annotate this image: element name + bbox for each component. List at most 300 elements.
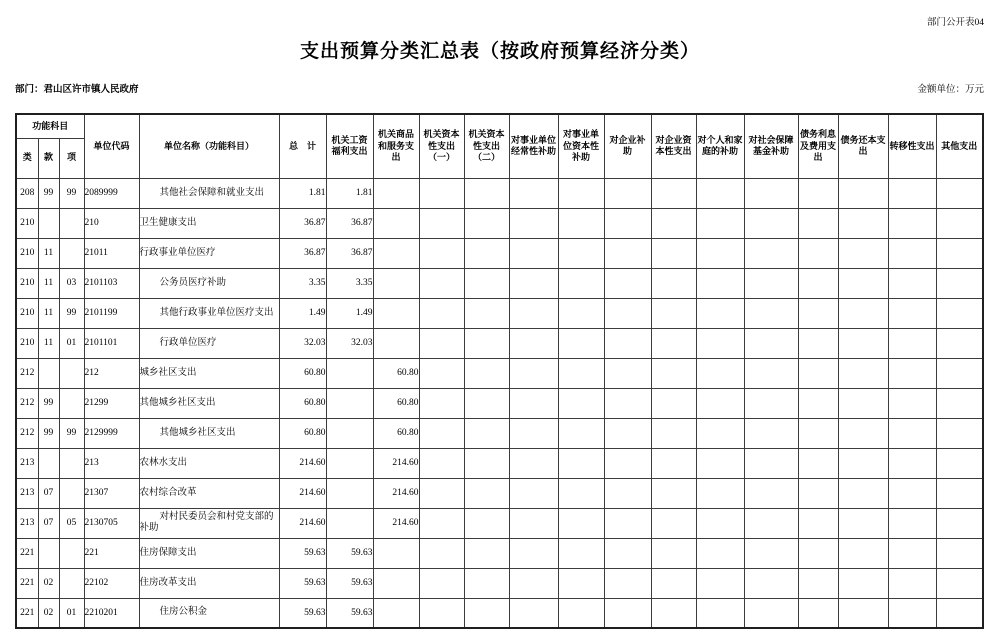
cell-value bbox=[604, 448, 651, 478]
cell-value bbox=[696, 178, 744, 208]
cell-value bbox=[464, 448, 509, 478]
cell-value: 32.03 bbox=[326, 328, 373, 358]
cell-value bbox=[696, 238, 744, 268]
cell-value bbox=[373, 178, 419, 208]
table-row bbox=[16, 448, 983, 478]
cell-value bbox=[558, 238, 604, 268]
cell-value bbox=[798, 238, 838, 268]
cell-value bbox=[509, 388, 558, 418]
cell-value bbox=[326, 358, 373, 388]
cell-value bbox=[696, 598, 744, 628]
cell-value bbox=[798, 448, 838, 478]
cell-value: 59.63 bbox=[326, 568, 373, 598]
cell-value bbox=[651, 328, 696, 358]
cell-value bbox=[838, 298, 888, 328]
cell-value bbox=[419, 598, 464, 628]
cell-value bbox=[744, 508, 798, 538]
cell-value bbox=[651, 508, 696, 538]
header-transfer: 转移性支出 bbox=[888, 114, 936, 178]
cell-value bbox=[419, 448, 464, 478]
cell-value bbox=[936, 298, 983, 328]
budget-table bbox=[15, 113, 984, 629]
cell-item: 99 bbox=[59, 418, 84, 448]
cell-value bbox=[558, 478, 604, 508]
cell-value bbox=[464, 328, 509, 358]
cell-section: 11 bbox=[38, 298, 59, 328]
cell-value bbox=[798, 298, 838, 328]
cell-value bbox=[798, 208, 838, 238]
cell-value bbox=[604, 268, 651, 298]
cell-value bbox=[509, 448, 558, 478]
cell-item bbox=[59, 238, 84, 268]
cell-value bbox=[373, 328, 419, 358]
cell-value bbox=[838, 178, 888, 208]
cell-value bbox=[604, 538, 651, 568]
table-row bbox=[16, 388, 983, 418]
table-row bbox=[16, 478, 983, 508]
cell-value bbox=[696, 568, 744, 598]
cell-value: 60.80 bbox=[373, 358, 419, 388]
cell-class: 210 bbox=[16, 238, 38, 268]
cell-item bbox=[59, 538, 84, 568]
cell-name: 公务员医疗补助 bbox=[139, 268, 279, 298]
cell-section bbox=[38, 448, 59, 478]
table-row bbox=[16, 208, 983, 238]
table-row bbox=[16, 328, 983, 358]
cell-value bbox=[936, 238, 983, 268]
cell-value bbox=[798, 508, 838, 538]
cell-value bbox=[838, 358, 888, 388]
cell-name: 农林水支出 bbox=[139, 448, 279, 478]
cell-value bbox=[936, 358, 983, 388]
cell-value bbox=[744, 238, 798, 268]
cell-section: 07 bbox=[38, 508, 59, 538]
header-debt-interest: 债务利息及费用支出 bbox=[798, 114, 838, 178]
cell-value: 1.49 bbox=[326, 298, 373, 328]
cell-value bbox=[509, 268, 558, 298]
cell-code: 2101101 bbox=[84, 328, 139, 358]
table-row bbox=[16, 508, 983, 538]
cell-value bbox=[464, 208, 509, 238]
cell-value bbox=[651, 418, 696, 448]
cell-value bbox=[651, 448, 696, 478]
cell-value bbox=[744, 418, 798, 448]
header-individual-family: 对个人和家庭的补助 bbox=[696, 114, 744, 178]
cell-name: 其他城乡社区支出 bbox=[139, 418, 279, 448]
cell-value bbox=[838, 598, 888, 628]
cell-section: 99 bbox=[38, 418, 59, 448]
cell-item bbox=[59, 448, 84, 478]
cell-value bbox=[558, 538, 604, 568]
cell-value bbox=[838, 238, 888, 268]
cell-value bbox=[464, 178, 509, 208]
cell-code: 2130705 bbox=[84, 508, 139, 538]
cell-value bbox=[464, 238, 509, 268]
cell-value: 60.80 bbox=[279, 358, 326, 388]
cell-value bbox=[798, 178, 838, 208]
table-row bbox=[16, 178, 983, 208]
cell-class: 208 bbox=[16, 178, 38, 208]
cell-value: 214.60 bbox=[279, 478, 326, 508]
cell-value bbox=[838, 508, 888, 538]
cell-value bbox=[604, 358, 651, 388]
cell-value bbox=[651, 538, 696, 568]
cell-name: 卫生健康支出 bbox=[139, 208, 279, 238]
cell-value bbox=[419, 418, 464, 448]
table-row bbox=[16, 598, 983, 628]
cell-value bbox=[604, 508, 651, 538]
cell-code: 221 bbox=[84, 538, 139, 568]
cell-value bbox=[798, 358, 838, 388]
cell-value bbox=[604, 178, 651, 208]
cell-value bbox=[604, 418, 651, 448]
cell-value bbox=[744, 388, 798, 418]
cell-value bbox=[936, 448, 983, 478]
cell-value bbox=[326, 418, 373, 448]
cell-value bbox=[604, 208, 651, 238]
cell-value bbox=[464, 268, 509, 298]
cell-class: 221 bbox=[16, 568, 38, 598]
cell-name: 住房公积金 bbox=[139, 598, 279, 628]
cell-value bbox=[604, 298, 651, 328]
cell-item bbox=[59, 358, 84, 388]
table-row bbox=[16, 298, 983, 328]
cell-value bbox=[509, 298, 558, 328]
cell-value bbox=[936, 208, 983, 238]
cell-value bbox=[651, 598, 696, 628]
cell-value bbox=[651, 388, 696, 418]
cell-value bbox=[419, 178, 464, 208]
header-other: 其他支出 bbox=[936, 114, 983, 178]
cell-value bbox=[798, 268, 838, 298]
cell-value bbox=[696, 208, 744, 238]
cell-value: 59.63 bbox=[279, 598, 326, 628]
cell-value bbox=[558, 268, 604, 298]
cell-class: 213 bbox=[16, 448, 38, 478]
cell-value bbox=[798, 568, 838, 598]
cell-value bbox=[558, 418, 604, 448]
cell-code: 22102 bbox=[84, 568, 139, 598]
cell-value: 36.87 bbox=[326, 238, 373, 268]
cell-name: 其他行政事业单位医疗支出 bbox=[139, 298, 279, 328]
cell-value bbox=[744, 568, 798, 598]
cell-name: 其他社会保障和就业支出 bbox=[139, 178, 279, 208]
cell-value bbox=[888, 178, 936, 208]
header-section: 款 bbox=[38, 138, 59, 178]
cell-value bbox=[373, 238, 419, 268]
cell-value: 60.80 bbox=[279, 388, 326, 418]
cell-code: 21011 bbox=[84, 238, 139, 268]
cell-value bbox=[651, 178, 696, 208]
cell-value bbox=[558, 178, 604, 208]
cell-value bbox=[373, 568, 419, 598]
cell-value bbox=[651, 268, 696, 298]
cell-value bbox=[838, 268, 888, 298]
cell-name: 住房保障支出 bbox=[139, 538, 279, 568]
header-enterprise-capital: 对企业资本性支出 bbox=[651, 114, 696, 178]
cell-value bbox=[464, 388, 509, 418]
cell-value bbox=[558, 448, 604, 478]
cell-code: 2129999 bbox=[84, 418, 139, 448]
cell-value bbox=[744, 298, 798, 328]
table-row bbox=[16, 238, 983, 268]
cell-value bbox=[696, 298, 744, 328]
header-unit-name: 单位名称（功能科目） bbox=[139, 114, 279, 178]
cell-value: 1.81 bbox=[326, 178, 373, 208]
cell-value bbox=[419, 268, 464, 298]
cell-value bbox=[888, 388, 936, 418]
cell-value bbox=[744, 478, 798, 508]
table-body bbox=[16, 178, 983, 628]
cell-value bbox=[838, 328, 888, 358]
cell-class: 212 bbox=[16, 418, 38, 448]
header-institution-recurrent: 对事业单位经常性补助 bbox=[509, 114, 558, 178]
cell-section bbox=[38, 358, 59, 388]
cell-value: 1.81 bbox=[279, 178, 326, 208]
cell-class: 221 bbox=[16, 538, 38, 568]
cell-value bbox=[558, 508, 604, 538]
cell-value: 214.60 bbox=[373, 448, 419, 478]
cell-code: 21299 bbox=[84, 388, 139, 418]
cell-value bbox=[651, 208, 696, 238]
cell-value: 60.80 bbox=[373, 388, 419, 418]
cell-code: 2089999 bbox=[84, 178, 139, 208]
cell-value bbox=[464, 358, 509, 388]
cell-value bbox=[509, 328, 558, 358]
cell-value bbox=[419, 568, 464, 598]
cell-value bbox=[888, 358, 936, 388]
cell-value: 60.80 bbox=[279, 418, 326, 448]
cell-class: 210 bbox=[16, 208, 38, 238]
cell-item: 01 bbox=[59, 328, 84, 358]
cell-value: 36.87 bbox=[279, 238, 326, 268]
cell-value bbox=[888, 478, 936, 508]
cell-code: 212 bbox=[84, 358, 139, 388]
header-unit-code: 单位代码 bbox=[84, 114, 139, 178]
header-social-security: 对社会保障基金补助 bbox=[744, 114, 798, 178]
cell-value bbox=[326, 478, 373, 508]
cell-value bbox=[419, 238, 464, 268]
cell-code: 2210201 bbox=[84, 598, 139, 628]
cell-value: 36.87 bbox=[326, 208, 373, 238]
cell-value bbox=[373, 598, 419, 628]
cell-section bbox=[38, 538, 59, 568]
cell-value bbox=[888, 208, 936, 238]
cell-value bbox=[464, 478, 509, 508]
cell-class: 210 bbox=[16, 328, 38, 358]
cell-value: 214.60 bbox=[373, 478, 419, 508]
cell-value bbox=[798, 328, 838, 358]
cell-value bbox=[464, 568, 509, 598]
cell-value bbox=[744, 208, 798, 238]
cell-value bbox=[696, 358, 744, 388]
cell-value bbox=[936, 568, 983, 598]
cell-item: 03 bbox=[59, 268, 84, 298]
table-row bbox=[16, 358, 983, 388]
doc-label: 部门公开表04 bbox=[926, 18, 984, 28]
cell-section: 11 bbox=[38, 268, 59, 298]
cell-name: 行政单位医疗 bbox=[139, 328, 279, 358]
cell-value bbox=[936, 388, 983, 418]
cell-value bbox=[936, 178, 983, 208]
header-func-group: 功能科目 bbox=[16, 114, 84, 138]
cell-value: 214.60 bbox=[279, 448, 326, 478]
cell-value bbox=[558, 598, 604, 628]
cell-name: 城乡社区支出 bbox=[139, 358, 279, 388]
cell-value bbox=[464, 298, 509, 328]
cell-value: 60.80 bbox=[373, 418, 419, 448]
cell-value bbox=[509, 508, 558, 538]
cell-class: 221 bbox=[16, 598, 38, 628]
cell-value bbox=[464, 538, 509, 568]
cell-value bbox=[696, 448, 744, 478]
cell-class: 210 bbox=[16, 268, 38, 298]
cell-code: 210 bbox=[84, 208, 139, 238]
cell-value bbox=[419, 478, 464, 508]
cell-value bbox=[419, 358, 464, 388]
cell-value bbox=[936, 538, 983, 568]
cell-name: 行政事业单位医疗 bbox=[139, 238, 279, 268]
cell-code: 21307 bbox=[84, 478, 139, 508]
cell-value: 59.63 bbox=[279, 538, 326, 568]
cell-value bbox=[744, 178, 798, 208]
cell-section: 11 bbox=[38, 328, 59, 358]
cell-item: 01 bbox=[59, 598, 84, 628]
header-institution-capital: 对事业单位资本性补助 bbox=[558, 114, 604, 178]
cell-value bbox=[838, 478, 888, 508]
table-row bbox=[16, 418, 983, 448]
cell-value bbox=[651, 238, 696, 268]
cell-value bbox=[326, 508, 373, 538]
cell-value bbox=[838, 418, 888, 448]
cell-value bbox=[744, 448, 798, 478]
cell-value bbox=[888, 598, 936, 628]
cell-value: 59.63 bbox=[326, 538, 373, 568]
cell-value bbox=[419, 208, 464, 238]
cell-value bbox=[373, 538, 419, 568]
cell-value bbox=[373, 298, 419, 328]
cell-value bbox=[651, 298, 696, 328]
cell-value bbox=[744, 358, 798, 388]
header-item: 项 bbox=[59, 138, 84, 178]
cell-name: 其他城乡社区支出 bbox=[139, 388, 279, 418]
cell-item: 99 bbox=[59, 298, 84, 328]
header-class: 类 bbox=[16, 138, 38, 178]
cell-value bbox=[888, 268, 936, 298]
header-enterprise-subsidy: 对企业补助 bbox=[604, 114, 651, 178]
cell-value bbox=[419, 388, 464, 418]
cell-class: 213 bbox=[16, 508, 38, 538]
cell-value bbox=[558, 208, 604, 238]
cell-value bbox=[936, 478, 983, 508]
cell-value bbox=[838, 208, 888, 238]
cell-value bbox=[936, 598, 983, 628]
cell-value bbox=[696, 388, 744, 418]
cell-value bbox=[696, 508, 744, 538]
cell-value bbox=[373, 208, 419, 238]
cell-value bbox=[509, 238, 558, 268]
cell-value bbox=[888, 508, 936, 538]
amount-unit-label: 金额单位：万元 bbox=[917, 85, 984, 95]
cell-value bbox=[838, 568, 888, 598]
cell-section bbox=[38, 208, 59, 238]
cell-item: 05 bbox=[59, 508, 84, 538]
cell-item bbox=[59, 208, 84, 238]
cell-value bbox=[744, 268, 798, 298]
cell-value bbox=[651, 568, 696, 598]
cell-section: 02 bbox=[38, 598, 59, 628]
cell-value bbox=[696, 418, 744, 448]
cell-code: 2101199 bbox=[84, 298, 139, 328]
cell-value bbox=[419, 298, 464, 328]
cell-value bbox=[651, 478, 696, 508]
cell-value bbox=[419, 328, 464, 358]
cell-value bbox=[936, 268, 983, 298]
cell-value bbox=[373, 268, 419, 298]
cell-value bbox=[798, 418, 838, 448]
cell-value bbox=[696, 328, 744, 358]
cell-value bbox=[604, 598, 651, 628]
cell-value bbox=[509, 598, 558, 628]
header-debt-principal: 债务还本支出 bbox=[838, 114, 888, 178]
cell-value bbox=[888, 568, 936, 598]
cell-value bbox=[838, 388, 888, 418]
department-label: 部门：君山区许市镇人民政府 bbox=[15, 85, 139, 95]
cell-value bbox=[696, 538, 744, 568]
cell-value bbox=[744, 598, 798, 628]
cell-value bbox=[838, 448, 888, 478]
cell-value bbox=[888, 298, 936, 328]
table-row bbox=[16, 268, 983, 298]
header-salary-welfare: 机关工资福利支出 bbox=[326, 114, 373, 178]
cell-item bbox=[59, 388, 84, 418]
cell-value: 59.63 bbox=[279, 568, 326, 598]
cell-item bbox=[59, 568, 84, 598]
meta-row bbox=[15, 81, 984, 95]
cell-value bbox=[798, 388, 838, 418]
cell-code: 2101103 bbox=[84, 268, 139, 298]
cell-value bbox=[838, 538, 888, 568]
cell-value bbox=[558, 328, 604, 358]
cell-value bbox=[604, 328, 651, 358]
cell-class: 212 bbox=[16, 388, 38, 418]
header-goods-services: 机关商品和服务支出 bbox=[373, 114, 419, 178]
header-total: 总 计 bbox=[279, 114, 326, 178]
cell-value bbox=[604, 238, 651, 268]
cell-value: 3.35 bbox=[279, 268, 326, 298]
cell-value bbox=[509, 478, 558, 508]
cell-value bbox=[936, 508, 983, 538]
header-capital-2: 机关资本性支出（二） bbox=[464, 114, 509, 178]
cell-class: 212 bbox=[16, 358, 38, 388]
cell-section: 11 bbox=[38, 238, 59, 268]
cell-value bbox=[744, 328, 798, 358]
cell-value bbox=[419, 538, 464, 568]
cell-value: 36.87 bbox=[279, 208, 326, 238]
cell-value bbox=[604, 568, 651, 598]
cell-value bbox=[696, 268, 744, 298]
cell-value bbox=[464, 418, 509, 448]
cell-value: 32.03 bbox=[279, 328, 326, 358]
cell-class: 213 bbox=[16, 478, 38, 508]
header-capital-1: 机关资本性支出（一） bbox=[419, 114, 464, 178]
cell-value bbox=[798, 598, 838, 628]
cell-value bbox=[888, 238, 936, 268]
cell-value: 59.63 bbox=[326, 598, 373, 628]
cell-value bbox=[888, 538, 936, 568]
cell-value bbox=[604, 478, 651, 508]
table-row bbox=[16, 568, 983, 598]
